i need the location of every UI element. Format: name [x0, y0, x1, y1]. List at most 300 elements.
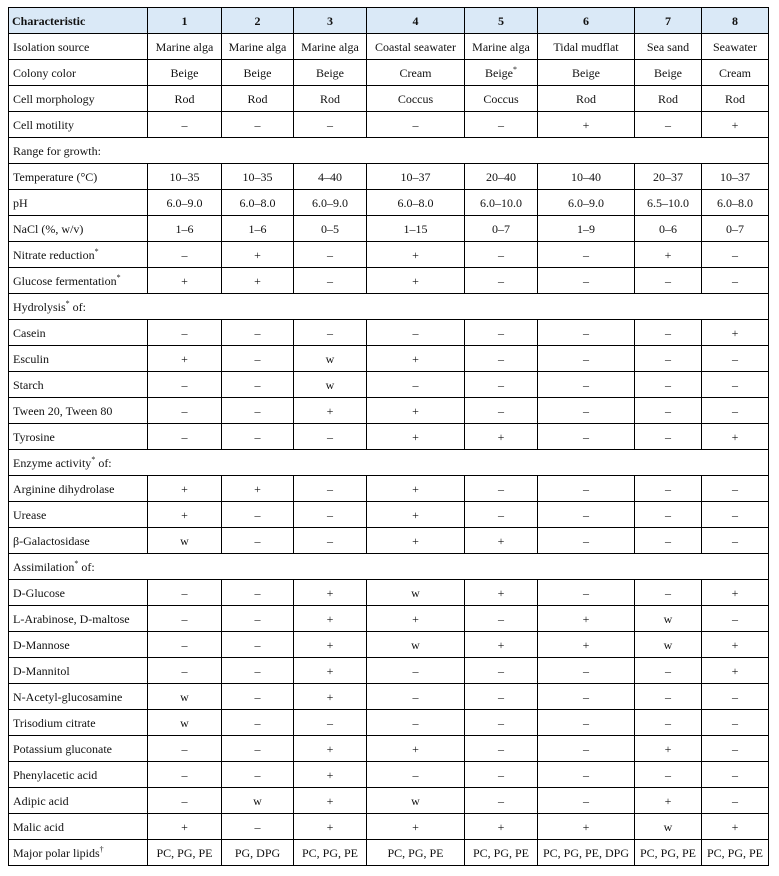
- cell-value: Marine alga: [472, 39, 530, 54]
- table-cell: [294, 242, 367, 268]
- table-row: [9, 164, 769, 190]
- row-label: [9, 268, 148, 294]
- cell-value: +: [181, 481, 188, 496]
- row-label: [9, 788, 148, 814]
- cell-value: w: [663, 637, 673, 652]
- section-label-text: Range for growth:: [13, 143, 101, 158]
- cell-value: –: [254, 741, 261, 756]
- table-cell: [367, 320, 465, 346]
- cell-value: –: [583, 715, 589, 730]
- cell-value: –: [412, 117, 419, 132]
- cell-value: –: [732, 715, 738, 730]
- footnote-mark: *: [94, 246, 99, 256]
- table-cell: [148, 190, 222, 216]
- header-row: [9, 8, 769, 34]
- footnote-mark: †: [99, 844, 104, 854]
- table-cell: [465, 190, 538, 216]
- cell-value: –: [665, 351, 671, 366]
- table-cell: [465, 528, 538, 554]
- cell-value: +: [412, 247, 419, 262]
- table-body: [9, 34, 769, 866]
- row-label-text: Tyrosine: [13, 429, 55, 444]
- table-cell: [148, 216, 222, 242]
- row-label-text: Adipic acid: [13, 793, 69, 808]
- cell-value: –: [412, 663, 419, 678]
- table-cell: [465, 762, 538, 788]
- cell-value: +: [664, 793, 672, 808]
- table-cell: [635, 710, 702, 736]
- table-cell: [222, 346, 294, 372]
- table-cell: [635, 60, 702, 86]
- table-cell: [294, 814, 367, 840]
- cell-value: –: [181, 767, 188, 782]
- table-cell: [702, 814, 769, 840]
- cell-value: +: [326, 585, 334, 600]
- row-label-text: Temperature (°C): [13, 169, 98, 184]
- cell-value: –: [327, 481, 333, 496]
- footnote-mark: *: [116, 272, 121, 282]
- cell-value: 0–7: [726, 221, 744, 236]
- cell-value: +: [412, 429, 419, 444]
- table-cell: [367, 788, 465, 814]
- table-cell: [635, 528, 702, 554]
- table-cell: [294, 164, 367, 190]
- cell-value: +: [412, 273, 419, 288]
- cell-value: w: [411, 793, 420, 808]
- table-cell: [635, 684, 702, 710]
- cell-value: –: [732, 689, 738, 704]
- cell-value: –: [412, 715, 419, 730]
- cell-value: Rod: [247, 91, 268, 106]
- row-label: [9, 736, 148, 762]
- table-cell: [538, 632, 635, 658]
- table-cell: [635, 814, 702, 840]
- cell-value: 6.0–9.0: [166, 195, 203, 210]
- table-row: [9, 424, 769, 450]
- cell-value: +: [181, 819, 188, 834]
- table-cell: [294, 658, 367, 684]
- table-row: [9, 34, 769, 60]
- table-cell: [635, 788, 702, 814]
- table-row: [9, 476, 769, 502]
- cell-value: +: [664, 247, 672, 262]
- table-cell: [222, 268, 294, 294]
- header-strain-8: 8: [702, 8, 769, 34]
- cell-value: +: [181, 273, 188, 288]
- cell-value: –: [412, 377, 419, 392]
- row-label: [9, 632, 148, 658]
- table-cell: [538, 502, 635, 528]
- table-cell: [294, 216, 367, 242]
- cell-value: –: [181, 247, 188, 262]
- table-row: [9, 580, 769, 606]
- table-cell: [367, 476, 465, 502]
- cell-value: +: [254, 273, 261, 288]
- section-label-text: Enzyme activity: [13, 455, 92, 470]
- cell-value: –: [327, 247, 333, 262]
- row-label: [9, 684, 148, 710]
- cell-value: –: [583, 689, 589, 704]
- cell-value: +: [731, 585, 739, 600]
- row-label-text: D-Glucose: [13, 585, 65, 600]
- footnote-mark: *: [91, 454, 96, 464]
- cell-value: +: [731, 325, 739, 340]
- cell-value: –: [665, 507, 671, 522]
- footnote-mark: *: [513, 64, 517, 74]
- table-cell: [702, 34, 769, 60]
- table-cell: [702, 86, 769, 112]
- row-label: [9, 372, 148, 398]
- cell-value: –: [732, 273, 738, 288]
- row-label-text: Cell motility: [13, 117, 75, 132]
- cell-value: +: [731, 429, 739, 444]
- table-cell: [635, 268, 702, 294]
- table-cell: [635, 580, 702, 606]
- row-label-text: NaCl (%, w/v): [13, 221, 84, 236]
- table-cell: [635, 346, 702, 372]
- cell-value: Cream: [399, 65, 432, 80]
- cell-value: PC, PG, PE: [156, 845, 213, 860]
- cell-value: –: [327, 715, 333, 730]
- cell-value: –: [732, 403, 738, 418]
- cell-value: –: [498, 663, 504, 678]
- table-cell: [702, 502, 769, 528]
- cell-value: +: [412, 819, 419, 834]
- table-container: [8, 7, 769, 866]
- cell-value: 1–6: [175, 221, 194, 236]
- cell-value: –: [583, 481, 589, 496]
- section-row: [9, 138, 769, 164]
- table-cell: [148, 788, 222, 814]
- cell-value: –: [732, 351, 738, 366]
- cell-value: –: [412, 689, 419, 704]
- cell-value: 1–9: [577, 221, 595, 236]
- table-cell: [148, 424, 222, 450]
- table-cell: [367, 736, 465, 762]
- table-row: [9, 840, 769, 866]
- table-cell: [538, 268, 635, 294]
- table-cell: [222, 242, 294, 268]
- table-cell: [465, 840, 538, 866]
- cell-value: Beige: [654, 65, 682, 80]
- table-cell: [702, 736, 769, 762]
- row-label-text: D-Mannose: [13, 637, 70, 652]
- table-row: [9, 190, 769, 216]
- cell-value: –: [181, 325, 188, 340]
- cell-value: 6.0–10.0: [480, 195, 522, 210]
- cell-value: +: [181, 507, 188, 522]
- cell-value: –: [498, 767, 504, 782]
- table-cell: [538, 34, 635, 60]
- table-row: [9, 372, 769, 398]
- table-cell: [222, 320, 294, 346]
- table-cell: [635, 424, 702, 450]
- section-label-text: Assimilation: [13, 559, 75, 574]
- table-cell: [538, 424, 635, 450]
- cell-value: w: [325, 351, 335, 366]
- cell-value: Cream: [719, 65, 751, 80]
- table-cell: [294, 528, 367, 554]
- table-row: [9, 814, 769, 840]
- cell-value: +: [412, 741, 419, 756]
- cell-value: Beige: [316, 65, 344, 80]
- cell-value: –: [583, 351, 589, 366]
- table-cell: [367, 398, 465, 424]
- cell-value: –: [254, 429, 261, 444]
- table-cell: [465, 242, 538, 268]
- table-cell: [702, 632, 769, 658]
- table-cell: [367, 840, 465, 866]
- table-cell: [148, 606, 222, 632]
- cell-value: –: [665, 403, 671, 418]
- table-cell: [702, 580, 769, 606]
- table-cell: [222, 632, 294, 658]
- table-cell: [367, 164, 465, 190]
- cell-value: –: [732, 377, 738, 392]
- row-label-text: L-Arabinose, D-maltose: [13, 611, 130, 626]
- table-cell: [222, 164, 294, 190]
- cell-value: w: [180, 533, 189, 548]
- table-cell: [465, 112, 538, 138]
- table-cell: [294, 112, 367, 138]
- table-cell: [702, 398, 769, 424]
- cell-value: –: [665, 273, 671, 288]
- table-cell: [148, 814, 222, 840]
- table-cell: [538, 710, 635, 736]
- header-strain-3: 3: [294, 8, 367, 34]
- cell-value: +: [326, 637, 334, 652]
- row-label: [9, 658, 148, 684]
- cell-value: –: [254, 117, 261, 132]
- row-label: [9, 190, 148, 216]
- row-label: [9, 216, 148, 242]
- row-label-text: pH: [13, 195, 28, 210]
- table-cell: [538, 86, 635, 112]
- cell-value: –: [327, 429, 333, 444]
- cell-value: +: [326, 611, 334, 626]
- cell-value: +: [731, 663, 739, 678]
- table-cell: [465, 632, 538, 658]
- cell-value: –: [254, 507, 261, 522]
- cell-value: –: [327, 507, 333, 522]
- cell-value: –: [254, 585, 261, 600]
- table-cell: [294, 606, 367, 632]
- cell-value: +: [731, 637, 739, 652]
- table-cell: [538, 216, 635, 242]
- row-label-text: β-Galactosidase: [13, 533, 90, 548]
- cell-value: 6.0–9.0: [312, 195, 348, 210]
- table-cell: [222, 762, 294, 788]
- cell-value: –: [254, 377, 261, 392]
- table-row: [9, 658, 769, 684]
- table-cell: [148, 528, 222, 554]
- cell-value: +: [412, 351, 419, 366]
- cell-value: –: [665, 325, 671, 340]
- table-cell: [702, 658, 769, 684]
- cell-value: –: [583, 429, 589, 444]
- section-label-suffix: of:: [78, 559, 95, 574]
- table-cell: [538, 190, 635, 216]
- table-cell: [635, 34, 702, 60]
- table-cell: [294, 632, 367, 658]
- cell-value: –: [665, 117, 671, 132]
- table-cell: [465, 268, 538, 294]
- cell-value: +: [582, 611, 590, 626]
- cell-value: –: [583, 273, 589, 288]
- table-cell: [465, 398, 538, 424]
- cell-value: –: [583, 247, 589, 262]
- cell-value: –: [412, 325, 419, 340]
- row-label: [9, 710, 148, 736]
- table-row: [9, 632, 769, 658]
- table-cell: [635, 606, 702, 632]
- table-cell: [635, 242, 702, 268]
- cell-value: –: [254, 715, 261, 730]
- table-cell: [465, 372, 538, 398]
- cell-value: –: [254, 351, 261, 366]
- table-row: [9, 320, 769, 346]
- table-header: [9, 8, 769, 34]
- table-cell: [465, 86, 538, 112]
- cell-value: w: [325, 377, 335, 392]
- cell-value: Seawater: [713, 39, 757, 54]
- row-label-text: Trisodium citrate: [13, 715, 96, 730]
- table-cell: [367, 216, 465, 242]
- table-cell: [465, 346, 538, 372]
- table-cell: [148, 580, 222, 606]
- cell-value: –: [583, 325, 589, 340]
- row-label-text: N-Acetyl-glucosamine: [13, 689, 123, 704]
- cell-value: –: [254, 663, 261, 678]
- table-cell: [148, 398, 222, 424]
- table-cell: [465, 424, 538, 450]
- table-cell: [148, 632, 222, 658]
- cell-value: +: [412, 533, 419, 548]
- cell-value: –: [181, 663, 188, 678]
- table-cell: [465, 216, 538, 242]
- header-strain-2: 2: [222, 8, 294, 34]
- cell-value: +: [497, 637, 505, 652]
- table-cell: [222, 476, 294, 502]
- table-cell: [538, 684, 635, 710]
- table-cell: [367, 710, 465, 736]
- table-cell: [635, 736, 702, 762]
- cell-value: 10–40: [571, 169, 601, 184]
- table-cell: [294, 736, 367, 762]
- cell-value: +: [412, 507, 419, 522]
- section-label-suffix: of:: [69, 299, 87, 314]
- cell-value: Marine alga: [155, 39, 214, 54]
- row-label-text: Nitrate reduction: [13, 247, 95, 262]
- section-row: [9, 450, 769, 476]
- table-cell: [367, 268, 465, 294]
- table-cell: [294, 60, 367, 86]
- row-label: [9, 528, 148, 554]
- table-cell: [702, 268, 769, 294]
- table-cell: [148, 242, 222, 268]
- table-cell: [367, 658, 465, 684]
- table-cell: [222, 528, 294, 554]
- cell-value: +: [254, 481, 261, 496]
- cell-value: –: [665, 767, 671, 782]
- cell-value: –: [498, 715, 504, 730]
- table-cell: [294, 502, 367, 528]
- table-cell: [702, 112, 769, 138]
- cell-value: PC, PG, PE: [301, 845, 359, 860]
- table-cell: [148, 34, 222, 60]
- table-cell: [465, 320, 538, 346]
- cell-value: –: [498, 611, 504, 626]
- cell-value: –: [498, 481, 504, 496]
- table-cell: [294, 762, 367, 788]
- footnote-mark: *: [65, 298, 70, 308]
- cell-value: +: [582, 637, 590, 652]
- cell-value: 6.5–10.0: [647, 195, 689, 210]
- header-strain-5: 5: [465, 8, 538, 34]
- section-label-text: Hydrolysis: [13, 299, 66, 314]
- table-cell: [148, 60, 222, 86]
- cell-value: –: [732, 767, 738, 782]
- cell-value: –: [498, 325, 504, 340]
- cell-value: Beige: [572, 65, 600, 80]
- row-label-text: Isolation source: [13, 39, 90, 54]
- table-row: [9, 684, 769, 710]
- cell-value: +: [181, 351, 188, 366]
- table-cell: [148, 112, 222, 138]
- table-cell: [148, 476, 222, 502]
- row-label: [9, 606, 148, 632]
- cell-value: –: [665, 481, 671, 496]
- cell-value: –: [181, 585, 188, 600]
- table-row: [9, 112, 769, 138]
- cell-value: –: [732, 247, 738, 262]
- section-label: [9, 294, 769, 320]
- cell-value: –: [327, 273, 333, 288]
- cell-value: +: [497, 429, 505, 444]
- section-label-suffix: of:: [95, 455, 112, 470]
- table-cell: [465, 710, 538, 736]
- cell-value: –: [254, 611, 261, 626]
- row-label: [9, 762, 148, 788]
- cell-value: w: [253, 793, 262, 808]
- table-cell: [538, 60, 635, 86]
- section-label: [9, 450, 769, 476]
- table-cell: [222, 502, 294, 528]
- cell-value: 10–37: [400, 169, 431, 184]
- table-cell: [635, 216, 702, 242]
- table-cell: [538, 788, 635, 814]
- row-label: [9, 164, 148, 190]
- table-cell: [538, 528, 635, 554]
- cell-value: –: [498, 351, 504, 366]
- table-cell: [702, 320, 769, 346]
- table-cell: [538, 372, 635, 398]
- table-cell: [538, 736, 635, 762]
- cell-value: +: [497, 585, 505, 600]
- cell-value: –: [181, 377, 188, 392]
- cell-value: Marine alga: [228, 39, 287, 54]
- row-label: [9, 424, 148, 450]
- table-cell: [148, 268, 222, 294]
- table-cell: [222, 60, 294, 86]
- section-label: [9, 554, 769, 580]
- cell-value: –: [181, 611, 188, 626]
- table-cell: [635, 658, 702, 684]
- cell-value: PC, PG, PE: [706, 845, 764, 860]
- table-cell: [702, 684, 769, 710]
- cell-value: PG, DPG: [234, 845, 281, 860]
- row-label-text: Cell morphology: [13, 91, 95, 106]
